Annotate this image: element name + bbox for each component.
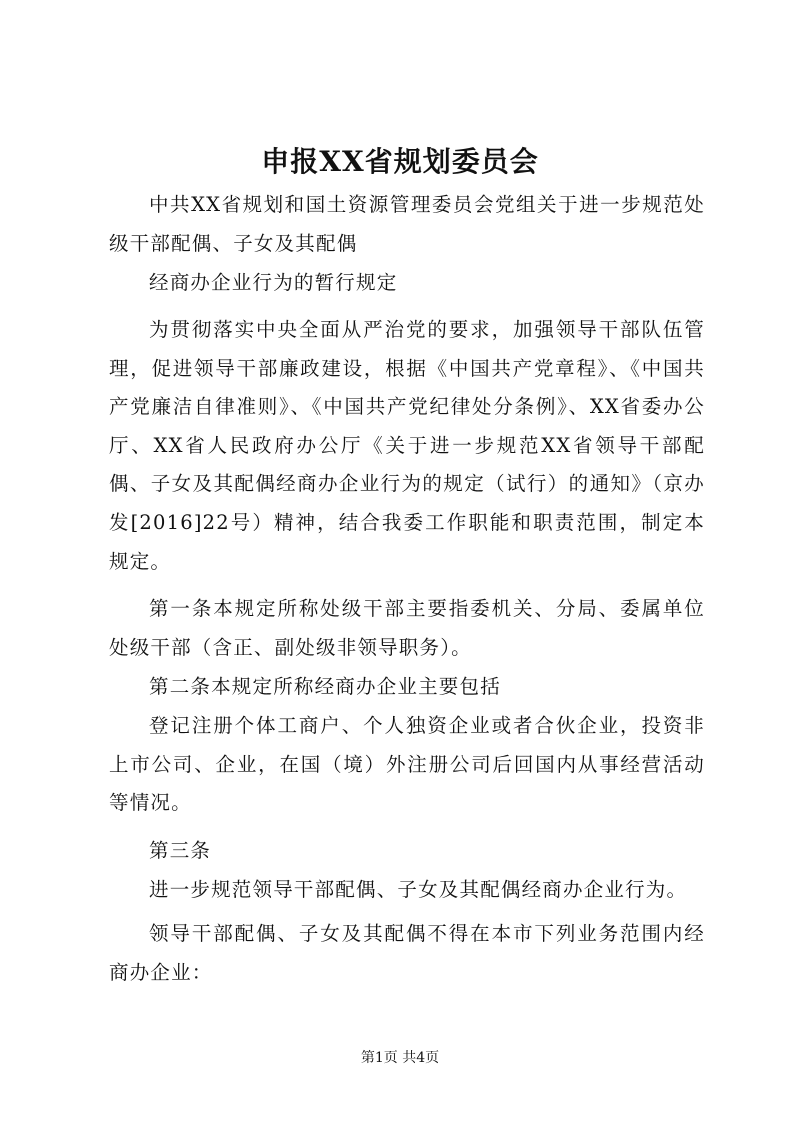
paragraph-prohibition: 领导干部配偶、子女及其配偶不得在本市下列业务范围内经商办企业： <box>109 922 705 984</box>
paragraph-article-1: 第一条本规定所称处级干部主要指委机关、分局、委属单位处级干部（含正、副处级非领导职务）。 <box>109 597 705 659</box>
paragraph-regulate: 进一步规范领导干部配偶、子女及其配偶经商办企业行为。 <box>149 878 688 901</box>
paragraph-article-2: 第二条本规定所称经商办企业主要包括 <box>149 675 501 698</box>
paragraph-article-3: 第三条 <box>149 839 212 862</box>
paragraph-preamble: 为贯彻落实中央全面从严治党的要求，加强领导干部队伍管理，促进领导干部廉政建设，根据《中国共产党章程》、《中国共产党廉洁自律准则》、《中国共产党纪律处分条例》、XX省委办公厅、XX省人民政府办公厅《关于进一步规范XX省领导干部配偶、子女及其配偶经商办企业行为的规定（试行）的通知》（京办发[2016]22号）精神，结合我委工作职能和职责范围，制定本规定。 <box>109 318 705 573</box>
paragraph-heading-line: 中共XX省规划和国土资源管理委员会党组关于进一步规范处级干部配偶、子女及其配偶 <box>109 193 705 255</box>
document-title: 申报XX省规划委员会 <box>261 145 539 178</box>
paragraph-heading-continuation: 经商办企业行为的暂行规定 <box>149 271 398 294</box>
paragraph-business-scope: 登记注册个体工商户、个人独资企业或者合伙企业，投资非上市公司、企业，在国（境）外注册公司后回国内从事经营活动等情况。 <box>109 714 705 815</box>
page-footer: 第1页 共4页 <box>360 1050 440 1066</box>
